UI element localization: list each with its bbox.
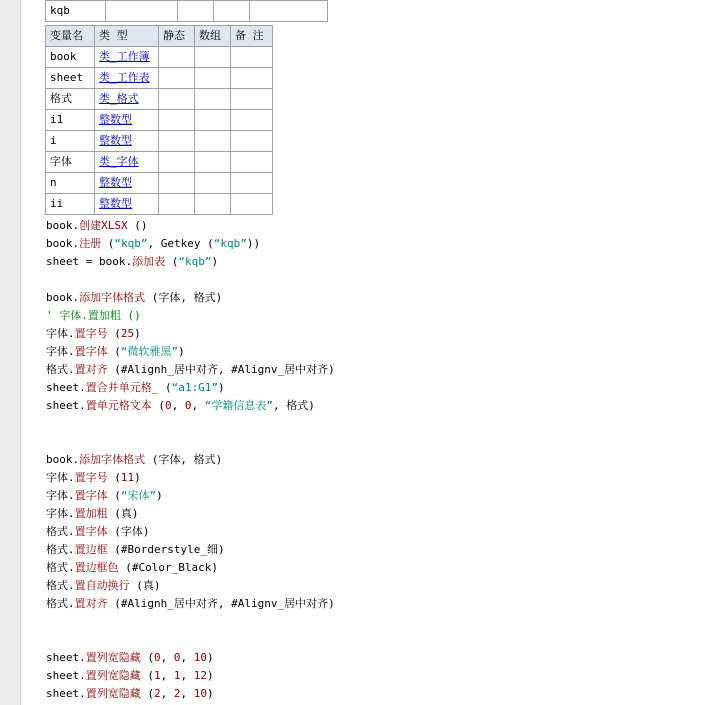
- code-token: ): [156, 489, 163, 502]
- code-token: “a1:G1”: [171, 381, 218, 394]
- remark-cell[interactable]: [231, 131, 273, 152]
- code-token: (#Alignh_居中对齐, #Alignv_居中对齐): [107, 363, 335, 376]
- array-cell[interactable]: [195, 89, 231, 110]
- code-token: (: [151, 399, 165, 412]
- code-token: , 格式): [273, 399, 315, 412]
- static-cell[interactable]: [159, 68, 195, 89]
- code-line[interactable]: [46, 271, 335, 289]
- type-link[interactable]: 整数型: [99, 176, 132, 189]
- code-token: “微软雅黑”: [120, 345, 179, 358]
- code-token: (: [158, 381, 172, 394]
- type-link[interactable]: 类_工作表: [99, 71, 150, 84]
- code-line[interactable]: [46, 361, 335, 379]
- code-token: ,: [160, 687, 174, 700]
- type-link[interactable]: 类_工作簿: [99, 50, 150, 63]
- type-link[interactable]: 整数型: [99, 197, 132, 210]
- var-name-cell[interactable]: 字体: [46, 152, 95, 173]
- code-token: 置字体: [74, 525, 108, 538]
- code-token: (: [107, 327, 121, 340]
- code-line[interactable]: [46, 505, 335, 523]
- type-link[interactable]: 整数型: [99, 113, 132, 126]
- var-name-cell[interactable]: book: [46, 47, 95, 68]
- type-link[interactable]: 类_格式: [99, 92, 139, 105]
- code-token: 置边框: [74, 543, 108, 556]
- code-token: sheet.: [46, 381, 86, 394]
- code-token: “kqb”: [213, 237, 247, 250]
- code-token: (字体, 格式): [145, 291, 223, 304]
- local-variable-table: [45, 25, 273, 215]
- code-token: (: [107, 471, 121, 484]
- remark-cell[interactable]: [231, 47, 273, 68]
- code-token: 12: [193, 669, 207, 682]
- code-token: 格式.: [46, 579, 75, 592]
- array-cell[interactable]: [195, 131, 231, 152]
- code-token: 0: [173, 651, 181, 664]
- code-token: 10: [193, 651, 207, 664]
- code-token: 置列宽隐藏: [85, 651, 141, 664]
- header-array: 数组: [195, 26, 231, 47]
- code-token: ' 字体.置加粗 (): [46, 309, 141, 322]
- code-line[interactable]: [46, 451, 335, 469]
- code-token: ): [211, 255, 219, 268]
- code-token: 11: [120, 471, 135, 484]
- static-cell[interactable]: [159, 173, 195, 194]
- table-cell[interactable]: [250, 1, 328, 22]
- code-token: ,: [180, 669, 194, 682]
- code-token: 格式.: [46, 525, 75, 538]
- code-token: 1: [154, 669, 161, 682]
- remark-cell[interactable]: [231, 68, 273, 89]
- code-token: ): [134, 327, 141, 340]
- code-token: sheet.: [46, 651, 86, 664]
- array-cell[interactable]: [195, 173, 231, 194]
- table-row: [46, 1, 328, 22]
- header-var-name: 变量名: [46, 26, 95, 47]
- code-line[interactable]: [46, 325, 335, 343]
- code-token: 格式.: [46, 561, 75, 574]
- code-token: 置字号: [74, 471, 108, 484]
- code-token: 置字体: [74, 489, 108, 502]
- code-token: (#Color_Black): [118, 561, 218, 574]
- type-link[interactable]: 整数型: [99, 134, 132, 147]
- var-name-cell[interactable]: n: [46, 173, 95, 194]
- code-token: 置字号: [74, 327, 108, 340]
- code-token: 置合并单元格_: [85, 381, 159, 394]
- code-token: 置对齐: [74, 597, 108, 610]
- var-name-cell[interactable]: i: [46, 131, 95, 152]
- code-token: 置边框色: [74, 561, 119, 574]
- type-link[interactable]: 类_字体: [99, 155, 139, 168]
- code-token: 0: [184, 399, 192, 412]
- code-token: ): [217, 381, 225, 394]
- subroutine-name-cell[interactable]: kqb: [46, 1, 106, 22]
- code-token: (): [127, 219, 148, 232]
- var-type-cell[interactable]: [95, 131, 159, 152]
- table-row: [46, 194, 273, 215]
- var-name-cell[interactable]: ii: [46, 194, 95, 215]
- code-line[interactable]: [46, 685, 335, 703]
- code-token: 0: [154, 651, 161, 664]
- code-token: book.: [46, 291, 80, 304]
- code-line[interactable]: [46, 541, 335, 559]
- code-token: sheet.: [46, 399, 86, 412]
- code-token: ,: [191, 399, 205, 412]
- var-type-cell[interactable]: [95, 152, 159, 173]
- code-token: 置自动换行: [74, 579, 130, 592]
- remark-cell[interactable]: [231, 194, 273, 215]
- var-type-cell[interactable]: [95, 110, 159, 131]
- code-token: ): [134, 471, 141, 484]
- code-line[interactable]: [46, 469, 335, 487]
- static-cell[interactable]: [159, 152, 195, 173]
- code-line[interactable]: [46, 379, 335, 397]
- code-token: , Getkey (: [147, 237, 214, 250]
- code-token: ): [178, 345, 185, 358]
- table-header-row: [46, 26, 273, 47]
- code-line[interactable]: [46, 595, 335, 613]
- code-line[interactable]: [46, 631, 335, 649]
- code-token: 添加字体格式: [79, 453, 146, 466]
- code-line[interactable]: [46, 433, 335, 451]
- code-token: 0: [165, 399, 172, 412]
- code-token: 字体.: [46, 471, 75, 484]
- code-token: 25: [120, 327, 135, 340]
- code-token: 置列宽隐藏: [85, 687, 141, 700]
- code-line[interactable]: [46, 613, 335, 631]
- table-row: [46, 89, 273, 110]
- table-row: [46, 173, 273, 194]
- code-token: 1: [173, 669, 181, 682]
- code-token: ,: [180, 687, 194, 700]
- code-line[interactable]: [46, 559, 335, 577]
- code-line[interactable]: [46, 487, 335, 505]
- code-token: ,: [171, 399, 185, 412]
- code-token: (: [165, 255, 179, 268]
- code-token: ): [207, 651, 214, 664]
- code-token: 格式.: [46, 543, 75, 556]
- var-type-cell[interactable]: [95, 194, 159, 215]
- code-token: ,: [160, 669, 174, 682]
- code-token: 字体.: [46, 345, 75, 358]
- code-token: 置字体: [74, 345, 108, 358]
- code-editor[interactable]: [46, 217, 335, 703]
- array-cell[interactable]: [195, 68, 231, 89]
- code-token: )): [246, 237, 261, 250]
- header-remark: 备 注: [231, 26, 273, 47]
- var-type-cell[interactable]: [95, 89, 159, 110]
- code-token: “宋体”: [120, 489, 157, 502]
- code-token: 置单元格文本: [85, 399, 152, 412]
- var-name-cell[interactable]: sheet: [46, 68, 95, 89]
- code-token: sheet.: [46, 687, 86, 700]
- code-token: (: [101, 237, 115, 250]
- code-token: book.: [46, 453, 80, 466]
- code-line[interactable]: [46, 667, 335, 685]
- code-token: 10: [193, 687, 207, 700]
- var-type-cell[interactable]: [95, 173, 159, 194]
- code-token: sheet = book.: [46, 255, 133, 268]
- code-token: (: [107, 345, 121, 358]
- static-cell[interactable]: [159, 194, 195, 215]
- code-token: 格式.: [46, 363, 75, 376]
- array-cell[interactable]: [195, 194, 231, 215]
- array-cell[interactable]: [195, 110, 231, 131]
- code-token: 字体.: [46, 489, 75, 502]
- code-token: 格式.: [46, 597, 75, 610]
- code-token: 字体.: [46, 507, 75, 520]
- code-token: (: [107, 489, 121, 502]
- code-token: (: [140, 651, 154, 664]
- code-token: “kqb”: [114, 237, 148, 250]
- var-name-cell[interactable]: 格式: [46, 89, 95, 110]
- code-token: (#Borderstyle_细): [107, 543, 225, 556]
- var-type-cell[interactable]: [95, 47, 159, 68]
- code-token: ,: [160, 651, 174, 664]
- header-static: 静态: [159, 26, 195, 47]
- code-token: 注册: [79, 237, 102, 250]
- table-cell[interactable]: [214, 1, 250, 22]
- code-token: 创建XLSX: [79, 219, 128, 232]
- code-token: 置列宽隐藏: [85, 669, 141, 682]
- code-line[interactable]: [46, 415, 335, 433]
- var-type-cell[interactable]: [95, 68, 159, 89]
- code-token: 添加表: [132, 255, 166, 268]
- static-cell[interactable]: [159, 110, 195, 131]
- static-cell[interactable]: [159, 47, 195, 68]
- code-line[interactable]: [46, 397, 335, 415]
- code-token: sheet.: [46, 669, 86, 682]
- code-line[interactable]: [46, 523, 335, 541]
- code-line[interactable]: [46, 577, 335, 595]
- code-line[interactable]: [46, 217, 335, 235]
- code-token: 添加字体格式: [79, 291, 146, 304]
- code-line[interactable]: [46, 235, 335, 253]
- table-row: [46, 152, 273, 173]
- var-name-cell[interactable]: i1: [46, 110, 95, 131]
- code-line[interactable]: [46, 307, 335, 325]
- remark-cell[interactable]: [231, 110, 273, 131]
- header-type: 类 型: [95, 26, 159, 47]
- remark-cell[interactable]: [231, 152, 273, 173]
- table-row: [46, 47, 273, 68]
- code-token: (: [140, 669, 154, 682]
- subroutine-header-table: [45, 0, 328, 22]
- table-cell[interactable]: [106, 1, 178, 22]
- variable-rows: [46, 47, 273, 215]
- code-token: book.: [46, 219, 80, 232]
- code-token: 置对齐: [74, 363, 108, 376]
- static-cell[interactable]: [159, 131, 195, 152]
- code-token: “学籍信息表”: [204, 399, 273, 412]
- array-cell[interactable]: [195, 47, 231, 68]
- code-token: (真): [107, 507, 139, 520]
- code-token: ): [207, 687, 214, 700]
- code-token: (真): [129, 579, 161, 592]
- code-token: 2: [154, 687, 161, 700]
- remark-cell[interactable]: [231, 89, 273, 110]
- code-line[interactable]: [46, 253, 335, 271]
- remark-cell[interactable]: [231, 173, 273, 194]
- code-token: 字体.: [46, 327, 75, 340]
- code-token: (字体, 格式): [145, 453, 223, 466]
- table-row: [46, 131, 273, 152]
- code-token: ,: [180, 651, 194, 664]
- code-token: 2: [173, 687, 181, 700]
- code-token: book.: [46, 237, 80, 250]
- code-line[interactable]: [46, 343, 335, 361]
- static-cell[interactable]: [159, 89, 195, 110]
- code-token: (#Alignh_居中对齐, #Alignv_居中对齐): [107, 597, 335, 610]
- code-token: 置加粗: [74, 507, 108, 520]
- code-token: (: [140, 687, 154, 700]
- table-row: [46, 110, 273, 131]
- code-token: “kqb”: [178, 255, 212, 268]
- array-cell[interactable]: [195, 152, 231, 173]
- code-token: ): [207, 669, 214, 682]
- table-row: [46, 68, 273, 89]
- code-line[interactable]: [46, 649, 335, 667]
- table-cell[interactable]: [178, 1, 214, 22]
- gutter-divider: [20, 0, 21, 705]
- code-token: (字体): [107, 525, 150, 538]
- code-line[interactable]: [46, 289, 335, 307]
- editor-gutter: [0, 0, 20, 705]
